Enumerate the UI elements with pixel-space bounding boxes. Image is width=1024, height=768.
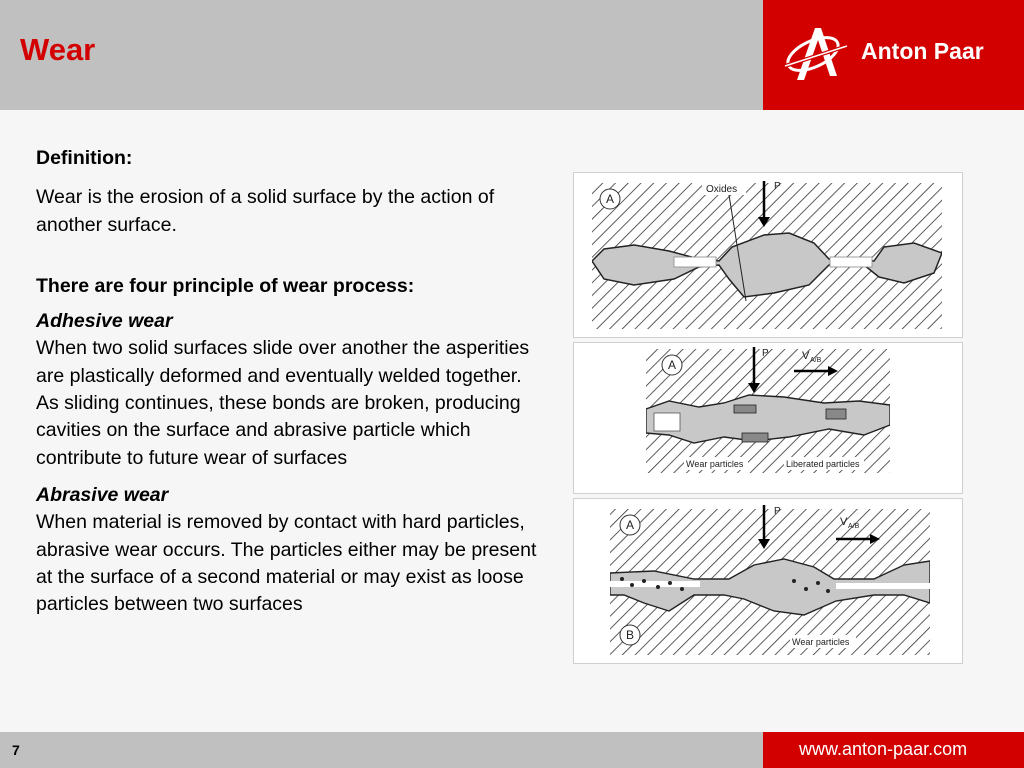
figure-adhesion-oxides [573, 172, 963, 338]
cavity [654, 413, 680, 431]
abrasive-wear-diagram [574, 499, 962, 663]
wear-particle [742, 433, 768, 442]
wear-process-heading: There are four principle of wear process: [36, 274, 415, 297]
gap-left [610, 581, 700, 587]
fig3-label-p: P [774, 506, 781, 517]
slide-header [0, 0, 763, 110]
abrasive-wear-title: Abrasive wear [36, 483, 169, 506]
brand-name: Anton Paar [861, 38, 984, 64]
figure-abrasive-wear [573, 498, 963, 664]
hard-particle [630, 583, 634, 587]
fig2-label-p: P [762, 348, 769, 359]
hard-particle [668, 581, 672, 585]
fig1-label-oxides: Oxides [706, 184, 738, 195]
footer-url-box [763, 732, 1024, 768]
hard-particle [656, 585, 660, 589]
slide-footer [0, 732, 763, 768]
fig1-label-p: P [774, 181, 781, 192]
wear-figures [573, 172, 963, 664]
hard-particle [826, 589, 830, 593]
adhesion-oxides-diagram [574, 173, 962, 337]
figure-adhesive-wear [573, 342, 963, 494]
fig3-label-v-sub: A/B [848, 523, 860, 530]
hard-particle [804, 587, 808, 591]
fig2-label-v-sub: A/B [810, 357, 822, 364]
fig3-label-v: V [840, 516, 848, 528]
wear-particle [734, 405, 756, 413]
gap-right [836, 583, 930, 589]
slide-title: Wear [20, 32, 96, 67]
adhesive-wear-title: Adhesive wear [36, 310, 173, 333]
fig2-label-wear-particles: Wear particles [686, 459, 744, 469]
brand-logo [763, 0, 1024, 110]
fig2-label-a: A [667, 358, 677, 372]
fig2-label-v: V [802, 350, 810, 362]
definition-text: Wear is the erosion of a solid surface by the action of another surface. [36, 186, 495, 236]
abrasive-wear-text: When material is removed by contact with hard particles, abrasive wear occurs. The particles either may be present at the surface of a second material or may exist as loose particles between two surfaces [36, 511, 537, 616]
page-number: 7 [12, 742, 20, 758]
liberated-particle [826, 409, 846, 419]
hard-particle [816, 581, 820, 585]
fig1-label-a: A [605, 192, 615, 206]
fig3-label-wear-particles: Wear particles [792, 637, 850, 647]
hard-particle [642, 579, 646, 583]
gap-right [830, 257, 872, 267]
website-url: www.anton-paar.com [799, 739, 968, 759]
fig3-label-a: A [625, 518, 635, 532]
adhesive-wear-text: When two solid surfaces slide over another the asperities are plastically deformed and eventually welded together. As sliding continues, these bonds are broken, producing cavities on the surface and abrasive particle which contribute to future wear of surfaces [36, 337, 530, 469]
hard-particle [792, 579, 796, 583]
fig3-label-b: B [625, 628, 635, 642]
definition-label: Definition: [36, 147, 133, 169]
adhesive-wear-diagram [574, 343, 962, 493]
hard-particle [680, 587, 684, 591]
hard-particle [620, 577, 624, 581]
gap-left [674, 257, 716, 267]
fig2-label-liberated: Liberated particles [786, 459, 860, 469]
slide-content [36, 145, 546, 618]
anton-paar-logo-icon [781, 20, 851, 86]
